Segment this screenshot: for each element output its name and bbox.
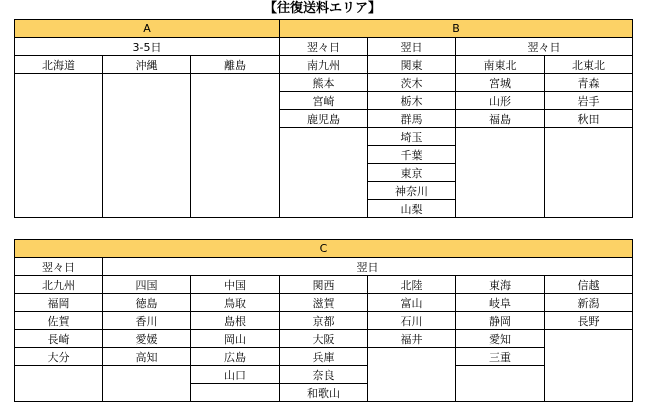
prefecture-cell: 青森	[545, 74, 633, 92]
prefecture-cell: 愛知	[456, 330, 545, 348]
prefecture-cell: 鳥取	[191, 294, 280, 312]
timing-cell: 翌々日	[280, 38, 368, 56]
timing-cell: 翌日	[103, 258, 633, 276]
prefecture-cell: 徳島	[103, 294, 191, 312]
prefecture-cell: 和歌山	[280, 384, 368, 402]
region-header: 四国	[103, 276, 191, 294]
timing-cell: 翌々日	[456, 38, 633, 56]
prefecture-cell: 福島	[456, 110, 545, 128]
prefecture-cell	[456, 384, 545, 402]
region-header: 南九州	[280, 56, 368, 74]
prefecture-cell: 栃木	[368, 92, 456, 110]
prefecture-cell	[15, 200, 103, 218]
prefecture-cell: 宮城	[456, 74, 545, 92]
prefecture-cell	[103, 200, 191, 218]
prefecture-cell: 熊本	[280, 74, 368, 92]
timing-cell: 翌日	[368, 38, 456, 56]
prefecture-cell	[103, 146, 191, 164]
prefecture-cell	[545, 366, 633, 384]
region-header: 中国	[191, 276, 280, 294]
prefecture-cell	[15, 384, 103, 402]
prefecture-cell	[545, 384, 633, 402]
prefecture-cell: 神奈川	[368, 182, 456, 200]
prefecture-cell: 岐阜	[456, 294, 545, 312]
prefecture-cell	[103, 92, 191, 110]
region-header: 関東	[368, 56, 456, 74]
prefecture-cell: 奈良	[280, 366, 368, 384]
prefecture-list-body	[15, 74, 633, 218]
page-title: 【往復送料エリア】	[263, 1, 381, 16]
prefecture-cell: 長崎	[15, 330, 103, 348]
prefecture-cell: 香川	[103, 312, 191, 330]
prefecture-cell	[280, 128, 368, 146]
prefecture-cell	[15, 164, 103, 182]
region-header: 北陸	[368, 276, 456, 294]
prefecture-cell	[103, 110, 191, 128]
prefecture-cell	[368, 348, 456, 366]
prefecture-cell	[280, 164, 368, 182]
prefecture-cell: 石川	[368, 312, 456, 330]
prefecture-cell: 岡山	[191, 330, 280, 348]
prefecture-cell	[456, 200, 545, 218]
prefecture-cell	[103, 74, 191, 92]
prefecture-cell: 埼玉	[368, 128, 456, 146]
prefecture-cell: 佐賀	[15, 312, 103, 330]
prefecture-cell	[545, 200, 633, 218]
prefecture-cell: 静岡	[456, 312, 545, 330]
prefecture-cell: 島根	[191, 312, 280, 330]
prefecture-cell: 京都	[280, 312, 368, 330]
prefecture-cell	[191, 92, 280, 110]
prefecture-cell: 茨木	[368, 74, 456, 92]
prefecture-cell: 滋賀	[280, 294, 368, 312]
prefecture-cell: 大阪	[280, 330, 368, 348]
group-a-header: A	[15, 20, 280, 38]
prefecture-cell: 山形	[456, 92, 545, 110]
prefecture-cell: 新潟	[545, 294, 633, 312]
region-header: 北海道	[15, 56, 103, 74]
prefecture-cell	[280, 146, 368, 164]
prefecture-cell	[456, 146, 545, 164]
prefecture-cell: 広島	[191, 348, 280, 366]
prefecture-cell	[456, 128, 545, 146]
prefecture-cell: 群馬	[368, 110, 456, 128]
prefecture-cell	[15, 74, 103, 92]
region-header: 信越	[545, 276, 633, 294]
prefecture-cell: 秋田	[545, 110, 633, 128]
shipping-area-table-ab	[14, 19, 633, 218]
timing-cell: 翌々日	[15, 258, 103, 276]
prefecture-cell: 山口	[191, 366, 280, 384]
prefecture-cell: 高知	[103, 348, 191, 366]
prefecture-cell: 福井	[368, 330, 456, 348]
prefecture-cell: 大分	[15, 348, 103, 366]
prefecture-cell	[15, 182, 103, 200]
prefecture-cell: 山梨	[368, 200, 456, 218]
prefecture-cell: 宮崎	[280, 92, 368, 110]
prefecture-cell: 鹿児島	[280, 110, 368, 128]
prefecture-cell: 福岡	[15, 294, 103, 312]
prefecture-cell	[103, 366, 191, 384]
prefecture-cell	[15, 110, 103, 128]
prefecture-cell: 東京	[368, 164, 456, 182]
prefecture-cell	[15, 92, 103, 110]
prefecture-cell: 愛媛	[103, 330, 191, 348]
prefecture-cell	[15, 128, 103, 146]
prefecture-cell	[456, 366, 545, 384]
prefecture-cell	[15, 366, 103, 384]
region-header: 離島	[191, 56, 280, 74]
region-header: 東海	[456, 276, 545, 294]
prefecture-cell: 岩手	[545, 92, 633, 110]
prefecture-cell	[191, 110, 280, 128]
prefecture-cell	[15, 146, 103, 164]
prefecture-cell	[368, 366, 456, 384]
prefecture-cell: 三重	[456, 348, 545, 366]
prefecture-cell	[368, 384, 456, 402]
prefecture-cell	[545, 164, 633, 182]
shipping-area-table-c	[14, 239, 633, 402]
prefecture-cell	[191, 164, 280, 182]
prefecture-cell	[103, 164, 191, 182]
prefecture-cell	[103, 384, 191, 402]
prefecture-cell	[103, 182, 191, 200]
prefecture-cell	[280, 182, 368, 200]
region-header: 南東北	[456, 56, 545, 74]
group-b-header: B	[280, 20, 633, 38]
prefecture-cell	[191, 74, 280, 92]
prefecture-cell: 千葉	[368, 146, 456, 164]
timing-cell: 3-5日	[15, 38, 280, 56]
prefecture-cell	[191, 384, 280, 402]
prefecture-cell	[456, 182, 545, 200]
prefecture-cell: 富山	[368, 294, 456, 312]
prefecture-cell	[191, 146, 280, 164]
prefecture-cell	[545, 146, 633, 164]
prefecture-cell	[103, 128, 191, 146]
prefecture-cell: 兵庫	[280, 348, 368, 366]
region-header: 北東北	[545, 56, 633, 74]
region-header: 関西	[280, 276, 368, 294]
prefecture-cell	[545, 348, 633, 366]
prefecture-cell	[280, 200, 368, 218]
prefecture-cell	[191, 200, 280, 218]
prefecture-cell	[191, 128, 280, 146]
prefecture-cell	[545, 128, 633, 146]
prefecture-cell	[545, 330, 633, 348]
group-c-header: C	[15, 240, 633, 258]
region-header: 沖縄	[103, 56, 191, 74]
prefecture-cell	[545, 182, 633, 200]
region-header: 北九州	[15, 276, 103, 294]
prefecture-cell: 長野	[545, 312, 633, 330]
prefecture-list-body	[15, 294, 633, 402]
prefecture-cell	[456, 164, 545, 182]
prefecture-cell	[191, 182, 280, 200]
